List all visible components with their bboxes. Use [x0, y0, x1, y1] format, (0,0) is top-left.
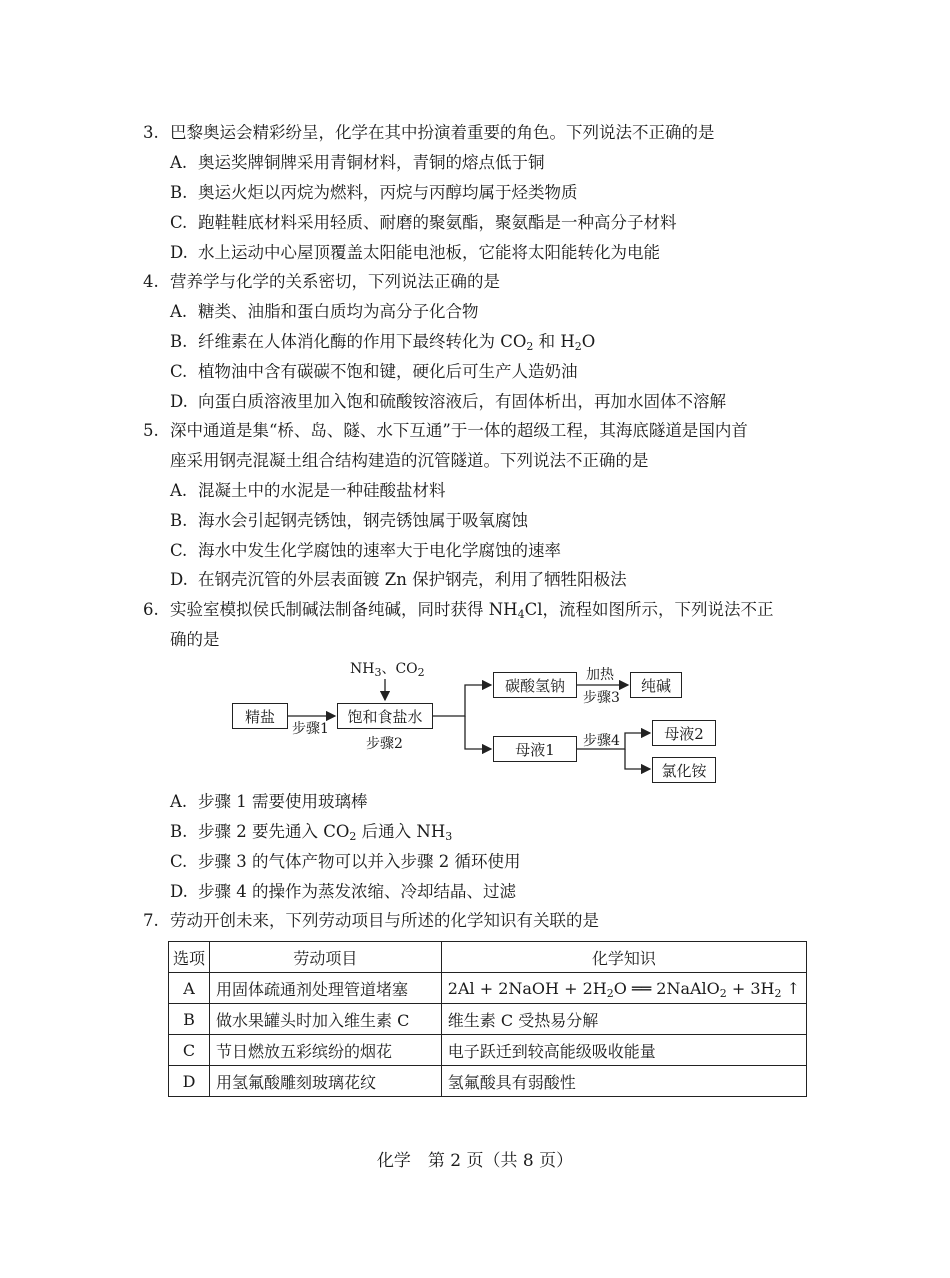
- option-d: D. 水上运动中心屋顶覆盖太阳能电池板，它能将太阳能转化为电能: [170, 243, 660, 262]
- box-ammonium-chloride: 氯化铵: [652, 757, 716, 783]
- box-mother-liquor-1: 母液1: [493, 736, 577, 762]
- option-d: D. 在钢壳沉管的外层表面镀 Zn 保护钢壳，利用了牺牲阳极法: [170, 570, 627, 589]
- box-soda-ash: 纯碱: [630, 672, 682, 698]
- arrow-to-nahco3: [433, 685, 491, 716]
- table-row: B 做水果罐头时加入维生素 C 维生素 C 受热易分解: [169, 1004, 807, 1035]
- page-footer: 化学 第 2 页（共 8 页）: [376, 1151, 574, 1171]
- label-step2: 步骤2: [366, 736, 403, 752]
- option-c: C. 植物油中含有碳碳不饱和键，硬化后可生产人造奶油: [170, 362, 578, 381]
- option-a: A. 奥运奖牌铜牌采用青铜材料，青铜的熔点低于铜: [170, 153, 545, 172]
- question-stem-line1: 深中通道是集“桥、岛、隧、水下互通”于一体的超级工程，其海底隧道是国内首: [170, 421, 748, 440]
- box-mother-liquor-2: 母液2: [652, 720, 716, 746]
- option-a: A. 混凝土中的水泥是一种硅酸盐材料: [170, 481, 446, 500]
- question-stem-line1: 实验室模拟侯氏制碱法制备纯碱，同时获得 $NH_4Cl$，流程如图所示，下列说法不正: [170, 600, 774, 621]
- header-knowledge: 化学知识: [441, 942, 806, 973]
- label-step3: 步骤3: [583, 690, 620, 706]
- question-number: 6.: [143, 600, 159, 619]
- option-b: B. 纤维素在人体消化酶的作用下最终转化为 $CO_2$ 和 $H_2O$: [170, 332, 596, 353]
- question-stem: 营养学与化学的关系密切，下列说法正确的是: [170, 272, 500, 291]
- question-stem-line2: 座采用钢壳混凝土组合结构建造的沉管隧道。下列说法不正确的是: [170, 451, 649, 470]
- option-c: C. 跑鞋鞋底材料采用轻质、耐磨的聚氨酯，聚氨酯是一种高分子材料: [170, 213, 677, 232]
- input-gases-label: $NH_3$、$CO_2$: [350, 661, 425, 679]
- arrow-to-mother1: [465, 716, 491, 749]
- box-sodium-bicarbonate: 碳酸氢钠: [493, 672, 577, 698]
- label-heat: 加热: [586, 667, 614, 683]
- question-stem-line2: 确的是: [170, 630, 220, 649]
- option-d: D. 向蛋白质溶液里加入饱和硫酸铵溶液后，有固体析出，再加水固体不溶解: [170, 392, 726, 411]
- option-b: B. 奥运火炬以丙烷为燃料，丙烷与丙醇均属于烃类物质: [170, 183, 578, 202]
- header-project: 劳动项目: [210, 942, 442, 973]
- box-refined-salt: 精盐: [232, 703, 288, 729]
- question-number: 3.: [143, 123, 159, 142]
- option-c: C. 海水中发生化学腐蚀的速率大于电化学腐蚀的速率: [170, 541, 561, 560]
- box-saturated-brine: 饱和食盐水: [337, 703, 433, 729]
- table-row: D 用氢氟酸雕刻玻璃花纹 氢氟酸具有弱酸性: [169, 1066, 807, 1097]
- option-b: B. 海水会引起钢壳锈蚀，钢壳锈蚀属于吸氧腐蚀: [170, 511, 528, 530]
- question-stem: 劳动开创未来，下列劳动项目与所述的化学知识有关联的是: [170, 911, 599, 930]
- label-step1: 步骤1: [292, 721, 329, 737]
- question-number: 5.: [143, 421, 159, 440]
- labor-knowledge-table: [168, 941, 807, 1097]
- option-a: A. 糖类、油脂和蛋白质均为高分子化合物: [170, 302, 479, 321]
- table-header-row: [169, 942, 807, 973]
- option-c: C. 步骤 3 的气体产物可以并入步骤 2 循环使用: [170, 852, 521, 871]
- table-row: A 用固体疏通剂处理管道堵塞 2Al + 2NaOH + $2H_2O$ ══ 2NaAlO$_2$ + $3H_2$ ↑: [169, 973, 807, 1004]
- option-b: B. 步骤 2 要先通入 $CO_2$ 后通入 $NH_3$: [170, 822, 453, 843]
- label-step4: 步骤4: [583, 733, 620, 749]
- option-d: D. 步骤 4 的操作为蒸发浓缩、冷却结晶、过滤: [170, 882, 516, 901]
- arrow-to-nh4cl: [625, 749, 650, 769]
- option-a: A. 步骤 1 需要使用玻璃棒: [170, 792, 368, 811]
- table-row: C 节日燃放五彩缤纷的烟花 电子跃迁到较高能级吸收能量: [169, 1035, 807, 1066]
- question-number: 7.: [143, 911, 159, 930]
- header-option: 选项: [169, 942, 210, 973]
- chemical-equation: 2Al + 2NaOH + $2H_2O$ ══ 2NaAlO$_2$ + $3H_2$ ↑: [441, 973, 806, 1004]
- question-number: 4.: [143, 272, 159, 291]
- question-stem: 巴黎奥运会精彩纷呈，化学在其中扮演着重要的角色。下列说法不正确的是: [170, 123, 715, 142]
